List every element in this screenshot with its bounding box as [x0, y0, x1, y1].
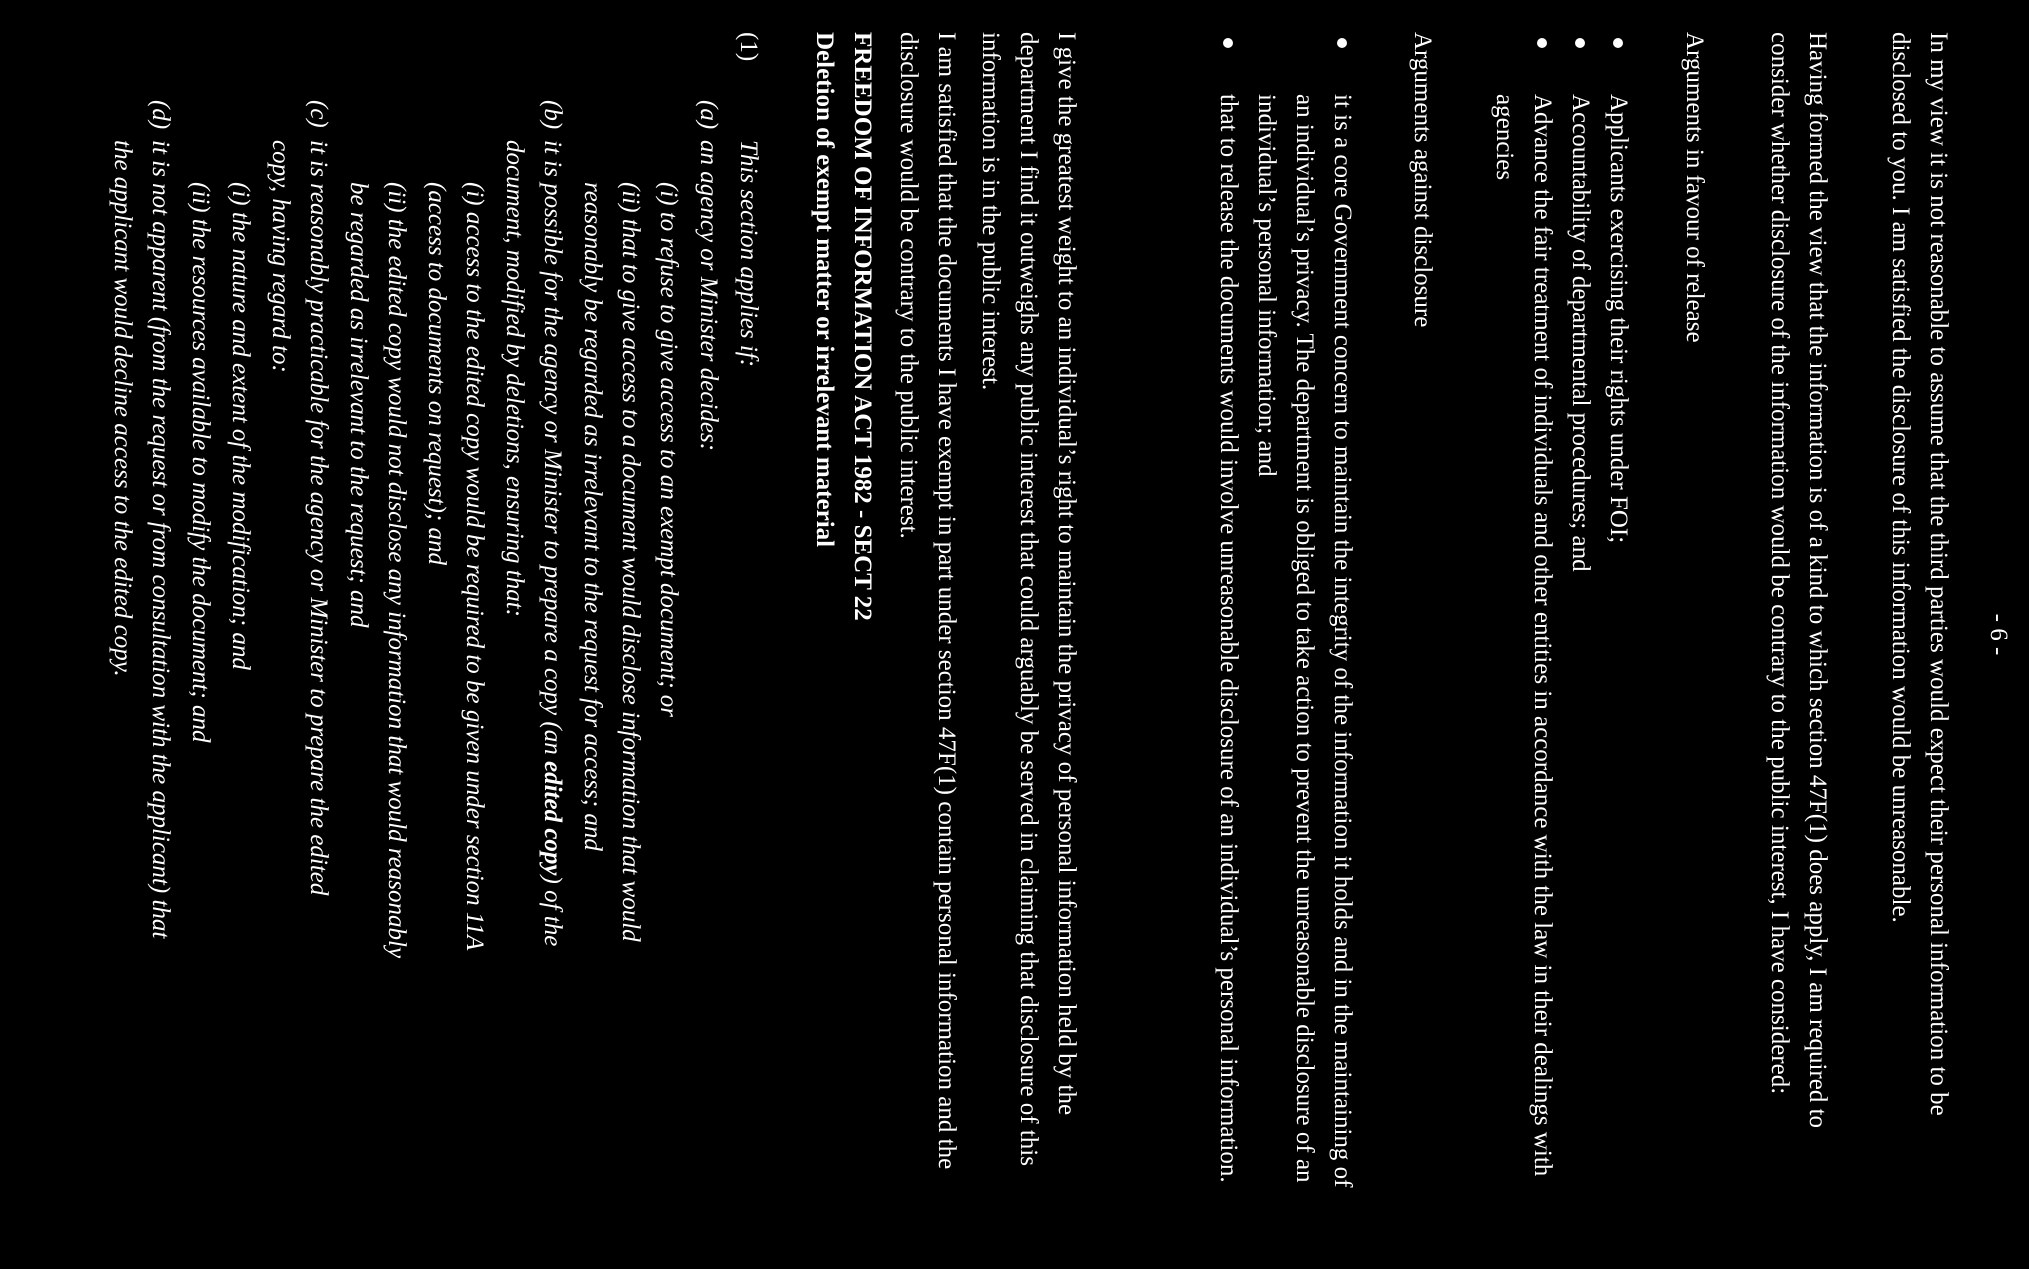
act-subheading: Deletion of exempt matter or irrelevant material	[811, 32, 838, 548]
clause-d-line1: it is not apparent (from the request or from consultation with the applicant) that	[147, 140, 174, 939]
clause-b-number: (b)	[539, 100, 566, 130]
clause-c-i: (i) the nature and extent of the modification; and	[227, 182, 254, 670]
clause-b-i-line2: (access to documents on request); and	[423, 182, 450, 566]
against-list	[1209, 0, 1361, 1200]
against-heading: Arguments against disclosure	[1409, 32, 1436, 328]
clause-b-i-line1: (i) access to the edited copy would be required to be given under section 11A	[461, 182, 488, 951]
clause-b-ii-line2: be regarded as irrelevant to the request; and	[345, 182, 372, 628]
clause-b-line2: document, modified by deletions, ensuring that:	[501, 140, 528, 618]
weight-paragraph: I give the greatest weight to an individual’s right to maintain the privacy of personal information held by the department I find it outweighs any public interest that could arguably be served in claiming that disclosure of this information is in the public interest.	[977, 32, 1080, 1166]
clause-c-line1: it is reasonably practicable for the agency or Minister to prepare the edited	[305, 140, 332, 896]
clause-b-line1-post: ) of the	[539, 875, 566, 947]
list-item-text: that to release the documents would involve unreasonable disclosure of an individual’s personal information.	[1215, 94, 1242, 1183]
bullet-icon	[1575, 38, 1585, 48]
favour-heading: Arguments in favour of release	[1681, 32, 1708, 343]
bullet-icon	[1223, 38, 1233, 48]
page-number: - 6 -	[1985, 613, 2012, 656]
clause-b-line1-pre: it is possible for the agency or Minister to prepare a copy (an	[539, 140, 566, 761]
list-item-text: Accountability of departmental procedures; and	[1567, 94, 1594, 572]
clause-c-ii: (ii) the resources available to modify the document; and	[187, 182, 214, 743]
list-item	[1209, 0, 1247, 1200]
bullet-icon	[1537, 38, 1547, 48]
bullet-icon	[1613, 38, 1623, 48]
clause-a-text: an agency or Minister decides:	[695, 140, 722, 452]
list-item	[1485, 0, 1561, 1200]
clause-c-line2: copy, having regard to:	[267, 140, 294, 373]
favour-list	[1485, 0, 1637, 1200]
list-item	[1561, 0, 1599, 1200]
clause-d-number: (d)	[147, 100, 174, 130]
clause-b-ii-line1: (ii) the edited copy would not disclose any information that would reasonably	[383, 182, 410, 959]
clause-c-number: (c)	[305, 100, 332, 128]
section-number: (1)	[735, 32, 762, 62]
bullet-icon	[1337, 38, 1347, 48]
list-item-text: Applicants exercising their rights under FOI;	[1605, 94, 1632, 544]
intro-paragraph: In my view it is not reasonable to assume that the third parties would expect their personal information to be disclosed to you. I am satisfied the disclosure of this information would be unreasonable.	[1887, 32, 1952, 1116]
list-item-text: Advance the fair treatment of individuals and other entities in accordance with the law in their dealings with agencies	[1491, 94, 1556, 1177]
satisfied-paragraph: I am satisfied that the documents I have exempt in part under section 47F(1) contain personal information and the disclosure would be contrary to the public interest.	[895, 32, 960, 1170]
public-interest-paragraph: Having formed the view that the information is of a kind to which section 47F(1) does apply, I am required to consider whether disclosure of the information would be contrary to the public interest, I have considered:	[1766, 32, 1831, 1129]
clause-a-ii-line1: (ii) that to give access to a document would disclose information that would	[617, 182, 644, 942]
clause-a-number: (a)	[695, 100, 722, 130]
edited-copy-term: edited copy	[539, 760, 566, 876]
list-item	[1247, 0, 1361, 1200]
list-item	[1599, 0, 1637, 1200]
clause-b-line1	[533, 140, 571, 946]
section-intro: This section applies if:	[735, 140, 762, 368]
clause-d-line2: the applicant would decline access to the edited copy.	[109, 140, 136, 677]
act-heading: FREEDOM OF INFORMATION ACT 1982 - SECT 22	[849, 32, 876, 621]
clause-a-ii-line2: reasonably be regarded as irrelevant to the request for access; and	[579, 182, 606, 851]
list-item-text: it is a core Government concern to maintain the integrity of the information it holds and in the maintaining of an individual’s privacy. The department is obliged to take action to prevent the unreasonable disclosure of an individual’s personal information; and	[1253, 94, 1356, 1188]
clause-a-i: (i) to refuse to give access to an exempt document; or	[655, 182, 682, 718]
